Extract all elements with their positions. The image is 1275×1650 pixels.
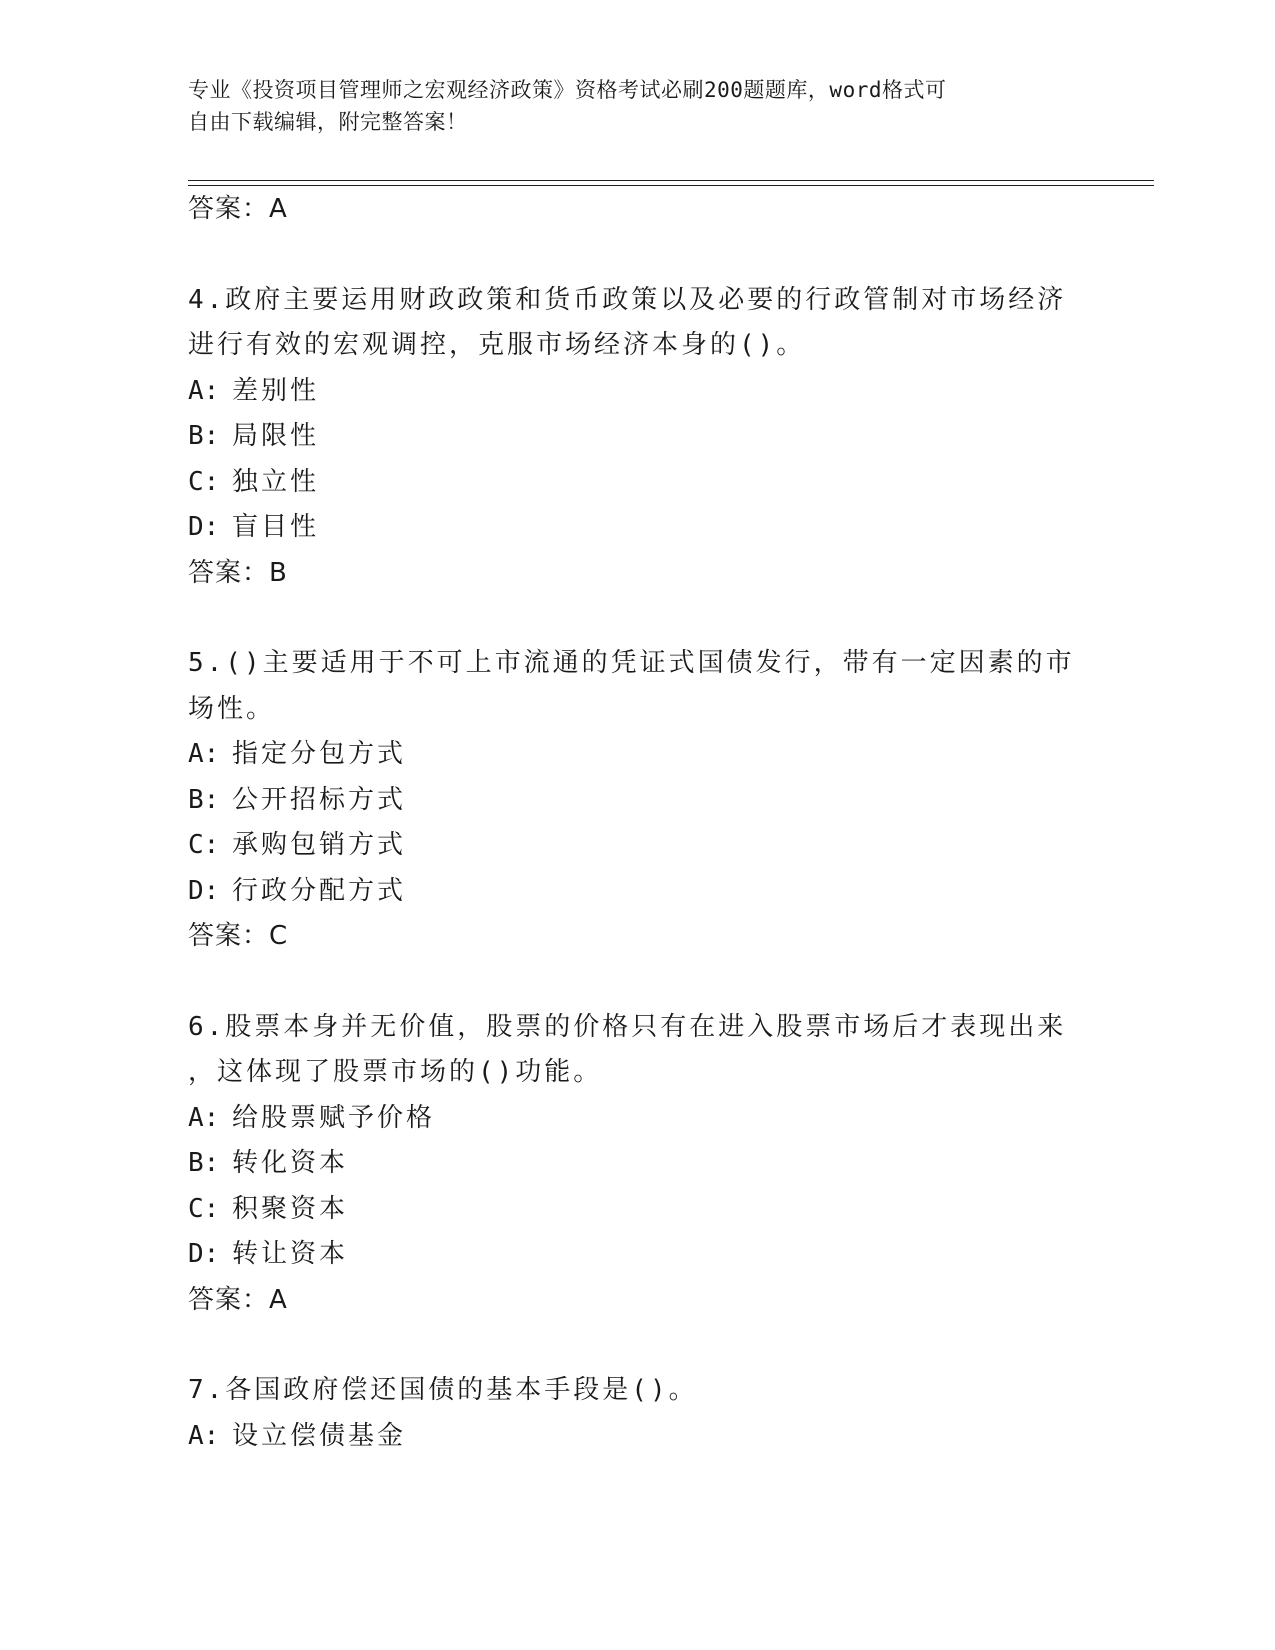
option-text: 积聚资本 — [232, 1193, 349, 1224]
option-c — [188, 1187, 1088, 1233]
spacer — [188, 960, 1088, 1005]
option-text: 给股票赋予价格 — [232, 1102, 436, 1133]
question-stem-line: ，这体现了股票市场的()功能。 — [188, 1057, 603, 1087]
option-text: 转让资本 — [232, 1239, 349, 1269]
option-key: A: — [188, 1102, 220, 1133]
option-key: D: — [188, 512, 220, 542]
header-line-2: 自由下载编辑，附完整答案！ — [188, 110, 468, 134]
option-key: D: — [188, 875, 220, 906]
option-key: D: — [188, 1239, 220, 1269]
option-text: 指定分包方式 — [232, 739, 407, 769]
option-text: 设立偿债基金 — [232, 1420, 407, 1451]
option-a — [188, 369, 1088, 415]
header-rule-bottom — [188, 185, 1154, 186]
answer-line: 答案：A — [188, 1284, 288, 1315]
question-6 — [188, 1005, 1088, 1324]
option-d — [188, 505, 1088, 551]
question-stem-line: 场性。 — [188, 693, 276, 724]
spacer — [188, 596, 1088, 641]
option-key: A: — [188, 739, 220, 769]
answer-line: 答案：C — [188, 921, 289, 951]
option-b — [188, 778, 1088, 824]
option-key: B: — [188, 784, 220, 815]
answer-line: 答案：B — [188, 557, 288, 588]
option-a — [188, 732, 1088, 778]
option-d — [188, 869, 1088, 915]
answer-line: 答案：A — [188, 194, 288, 224]
option-key: A: — [188, 1420, 220, 1451]
option-c — [188, 823, 1088, 869]
question-4 — [188, 278, 1088, 597]
option-b — [188, 414, 1088, 460]
option-text: 转化资本 — [232, 1148, 349, 1178]
option-b — [188, 1141, 1088, 1187]
option-a — [188, 1414, 1088, 1460]
option-key: A: — [188, 375, 220, 406]
header-line-1: 专业《投资项目管理师之宏观经济政策》资格考试必刷200题题库，word格式可 — [188, 78, 947, 102]
document-header — [188, 74, 1068, 138]
question-list — [188, 187, 1088, 1459]
option-text: 承购包销方式 — [232, 830, 407, 860]
option-key: B: — [188, 421, 220, 451]
option-text: 盲目性 — [232, 512, 320, 542]
option-key: B: — [188, 1148, 220, 1178]
spacer — [188, 1323, 1088, 1368]
option-text: 差别性 — [232, 375, 320, 406]
option-text: 行政分配方式 — [232, 875, 407, 906]
question-stem-line: 5.()主要适用于不可上市流通的凭证式国债发行，带有一定因素的市 — [188, 648, 1075, 678]
question-stem-line: 4.政府主要运用财政政策和货币政策以及必要的行政管制对市场经济 — [188, 284, 1067, 315]
option-a — [188, 1096, 1088, 1142]
question-stem-line: 6.股票本身并无价值，股票的价格只有在进入股票市场后才表现出来 — [188, 1011, 1067, 1042]
question-stem-line: 7.各国政府偿还国债的基本手段是()。 — [188, 1375, 698, 1405]
option-text: 公开招标方式 — [232, 784, 407, 815]
option-d — [188, 1232, 1088, 1278]
option-text: 局限性 — [232, 421, 320, 451]
option-c — [188, 460, 1088, 506]
option-key: C: — [188, 830, 220, 860]
header-rule-top — [188, 180, 1154, 181]
option-key: C: — [188, 466, 220, 497]
question-stem-line: 进行有效的宏观调控，克服市场经济本身的()。 — [188, 330, 806, 360]
question-7 — [188, 1368, 1088, 1459]
option-key: C: — [188, 1193, 220, 1224]
spacer — [188, 233, 1088, 278]
question-5 — [188, 641, 1088, 960]
option-text: 独立性 — [232, 466, 320, 497]
